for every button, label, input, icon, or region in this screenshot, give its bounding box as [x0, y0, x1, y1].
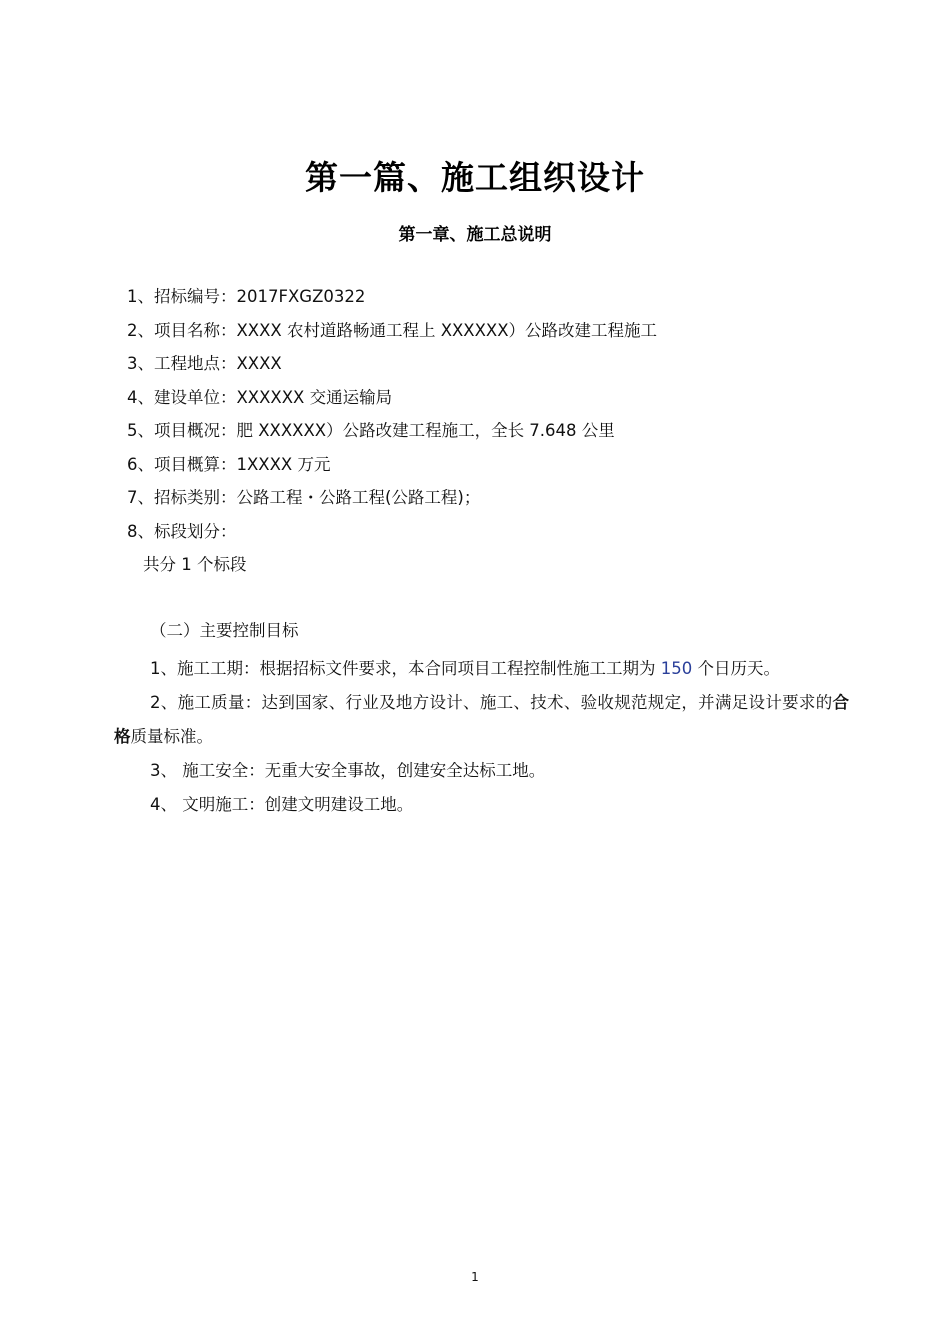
info-item-category: 7、招标类别：公路工程・公路工程(公路工程)；: [127, 488, 481, 507]
goal-quality-end: 质量标准。: [130, 727, 213, 746]
info-item-location: 3、工程地点：XXXX: [127, 354, 282, 373]
document-title: 第一篇、施工组织设计: [305, 158, 645, 197]
goal-civilized: 4、 文明施工：创建文明建设工地。: [150, 795, 414, 814]
control-targets-section: [114, 618, 849, 822]
control-targets-heading: （二）主要控制目标: [150, 621, 299, 640]
goal-quality-grade: 合格: [114, 693, 849, 746]
info-item-segments: 8、标段划分：: [127, 521, 237, 541]
goal-schedule-unit: 个日历天。: [692, 659, 780, 678]
segment-note: 共分 1 个标段: [143, 555, 247, 574]
goal-quality-text: 2、施工质量：达到国家、行业及地方设计、施工、技术、验收规范规定，并满足设计要求的: [150, 693, 833, 712]
page-number: 1: [471, 1270, 479, 1284]
goal-schedule: [114, 652, 849, 686]
info-item-owner: 4、建设单位：XXXXXX 交通运输局: [127, 387, 393, 407]
info-item-tender-number: 1、招标编号：2017FXGZ0322: [127, 287, 366, 306]
tender-info-list: [127, 284, 867, 586]
chapter-title: 第一章、施工总说明: [398, 225, 552, 245]
info-item-overview: 5、项目概况：肥 XXXXXX）公路改建工程施工，全长 7.648 公里: [127, 421, 615, 440]
info-item-budget: 6、项目概算：1XXXX 万元: [127, 454, 331, 474]
goal-quality: [114, 686, 849, 754]
goal-safety: 3、 施工安全：无重大安全事故，创建安全达标工地。: [150, 761, 546, 780]
info-item-project-name: 2、项目名称：XXXX 农村道路畅通工程上 XXXXXX）公路改建工程施工: [127, 320, 658, 340]
goal-schedule-text: 1、施工工期：根据招标文件要求，本合同项目工程控制性施工工期为: [150, 659, 661, 678]
goal-schedule-days: 150: [660, 659, 693, 678]
